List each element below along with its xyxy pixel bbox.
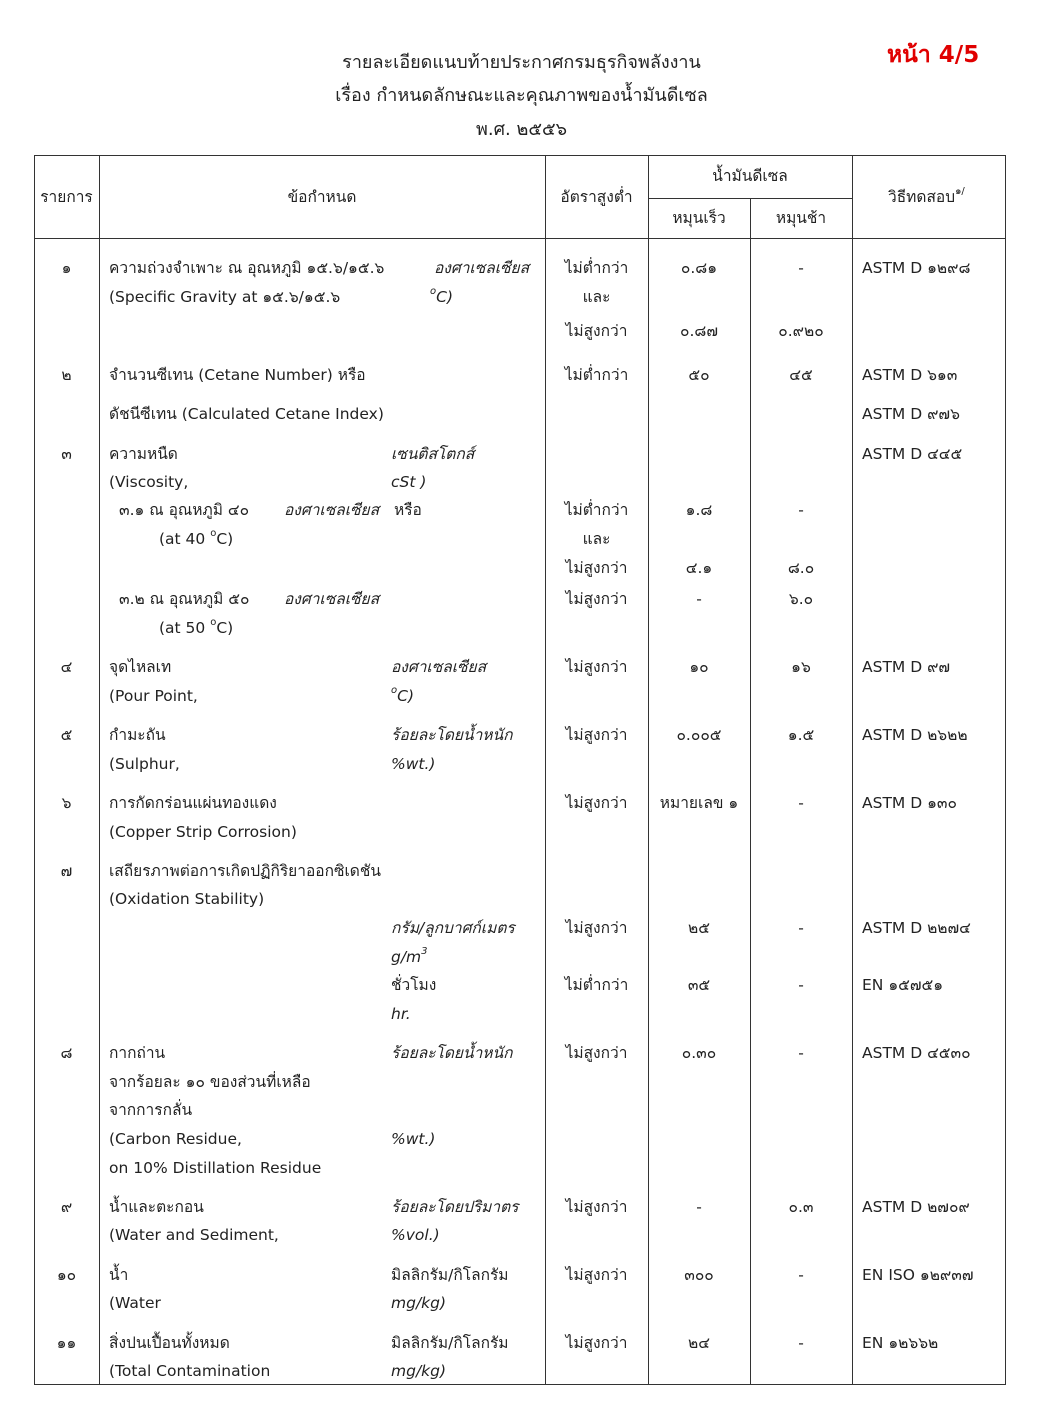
test-method: ASTM D ๒๗๐๙ <box>862 1198 970 1216</box>
spec-text: (Sulphur, <box>109 755 180 773</box>
row-number: ๑ <box>61 259 72 277</box>
row-number: ๑๑ <box>56 1334 77 1352</box>
fast-value: ๒๔ <box>688 1334 710 1352</box>
row-number: ๘ <box>60 1044 73 1062</box>
slow-value: - <box>798 501 804 519</box>
rate-text: ไม่สูงกว่า <box>565 559 628 577</box>
slow-value: - <box>798 259 804 277</box>
unit-text: cSt ) <box>391 473 427 491</box>
degree-sup: o <box>391 685 398 696</box>
unit-text: %wt.) <box>391 1130 436 1148</box>
unit-text: ร้อยละโดยปริมาตร <box>391 1198 519 1216</box>
slow-value: ๔๕ <box>789 366 813 384</box>
fast-value: หมายเลข ๑ <box>659 794 739 812</box>
spec-text: จุดไหลเท <box>109 658 172 676</box>
unit-text: %vol.) <box>391 1226 440 1244</box>
spec-text: กากถ่าน <box>109 1044 166 1062</box>
spec-text: การกัดกร่อนแผ่นทองแดง <box>109 794 277 812</box>
grid-line <box>34 238 1006 239</box>
unit-text: เซนติสโตกส์ <box>391 445 475 463</box>
unit-text: hr. <box>391 1005 411 1023</box>
slow-value: - <box>798 1334 804 1352</box>
unit-text: องศาเซลเซียส <box>391 658 487 676</box>
unit-end: C) <box>436 288 453 306</box>
spec-text: ความหนืด <box>109 445 178 463</box>
test-method: EN ๑๒๖๖๒ <box>862 1334 939 1352</box>
spec-text: สิ่งปนเปื้อนทั้งหมด <box>109 1334 230 1352</box>
degree-sup: o <box>430 286 437 297</box>
test-method: ASTM D ๙๗๖ <box>862 405 960 423</box>
slow-value: - <box>798 794 804 812</box>
unit-end: C) <box>216 619 234 637</box>
fast-value: ๔.๑ <box>685 559 713 577</box>
unit-text: มิลลิกรัม/กิโลกรัม <box>391 1266 509 1284</box>
method-footnote: ๑/ <box>955 186 965 197</box>
slow-value: ๐.๙๒๐ <box>778 322 824 340</box>
fast-value: ๐.๓๐ <box>681 1044 717 1062</box>
fast-value: ๐.๐๐๕ <box>676 726 722 744</box>
test-method: ASTM D ๑๒๙๘ <box>862 259 971 277</box>
spec-text: (Carbon Residue, <box>109 1130 242 1148</box>
col-header-method <box>888 188 965 209</box>
degree-sup: o <box>210 617 217 628</box>
sub-spec-en: (at 50 <box>159 619 206 637</box>
spec-text: (Pour Point, <box>109 687 198 705</box>
rate-text: ไม่สูงกว่า <box>565 590 628 608</box>
test-method: ASTM D ๔๕๓๐ <box>862 1044 971 1062</box>
unit-text: มิลลิกรัม/กิโลกรัม <box>391 1334 509 1352</box>
spec-text: (Water <box>109 1294 161 1312</box>
slow-value: - <box>798 1266 804 1284</box>
spec-text: น้ำ <box>109 1266 129 1284</box>
unit-text <box>391 948 428 969</box>
rate-text: ไม่สูงกว่า <box>565 919 628 937</box>
fast-value: ๑.๘ <box>685 501 713 519</box>
unit-end: C) <box>397 687 414 705</box>
sub-spec-text: ๓.๒ ณ อุณหภูมิ ๕๐ <box>119 590 250 608</box>
row-number: ๖ <box>61 794 72 812</box>
sub-spec-text <box>159 530 233 551</box>
row-number: ๔ <box>60 658 73 676</box>
unit-text: mg/kg) <box>391 1294 447 1312</box>
slow-value: ๘.๐ <box>787 559 815 577</box>
unit-text <box>430 288 453 309</box>
spec-text: ดัชนีซีเทน (Calculated Cetane Index) <box>109 405 384 423</box>
rate-text: ไม่ต่ำกว่า <box>564 501 629 519</box>
spec-text: (Copper Strip Corrosion) <box>109 823 297 841</box>
slow-value: - <box>798 1044 804 1062</box>
test-method: EN ISO ๑๒๙๓๗ <box>862 1266 974 1284</box>
rate-text: ไม่ต่ำกว่า <box>564 259 629 277</box>
test-method: ASTM D ๒๖๒๒ <box>862 726 968 744</box>
grid-line <box>99 155 100 1385</box>
rate-text: ไม่สูงกว่า <box>565 1266 628 1284</box>
spec-text: จากการกลั่น <box>109 1101 193 1119</box>
col-header-rate: อัตราสูงต่ำ <box>560 188 633 206</box>
unit-end: C) <box>216 530 234 548</box>
spec-text: (Water and Sediment, <box>109 1226 279 1244</box>
rate-text: ไม่สูงกว่า <box>565 1198 628 1216</box>
or-text: หรือ <box>394 501 422 519</box>
col-header-fast: หมุนเร็ว <box>672 209 726 227</box>
fast-value: ๓๐๐ <box>684 1266 714 1284</box>
fast-value: ๒๕ <box>688 919 710 937</box>
unit-text: องศาเซลเซียส <box>284 590 380 608</box>
rate-text: ไม่สูงกว่า <box>565 658 628 676</box>
test-method: ASTM D ๑๓๐ <box>862 794 957 812</box>
slow-value: - <box>798 919 804 937</box>
sub-spec-text <box>159 619 233 640</box>
grid-line <box>648 198 852 199</box>
test-method: ASTM D ๙๗ <box>862 658 951 676</box>
unit-text <box>391 687 414 708</box>
slow-value: ๑๖ <box>791 658 811 676</box>
header-line-1: รายละเอียดแนบท้ายประกาศกรมธุรกิจพลังงาน <box>342 52 701 73</box>
unit-text: องศาเซลเซียส <box>434 259 530 277</box>
col-header-slow: หมุนช้า <box>775 209 827 227</box>
slow-value: ๐.๓ <box>788 1198 814 1216</box>
spec-text: น้ำและตะกอน <box>109 1198 204 1216</box>
spec-text: กำมะถัน <box>109 726 166 744</box>
fast-value: ๑๐ <box>689 658 709 676</box>
rate-text: ไม่ต่ำกว่า <box>564 976 629 994</box>
unit-text: ร้อยละโดยน้ำหนัก <box>391 726 513 744</box>
header-line-2: เรื่อง กำหนดลักษณะและคุณภาพของน้ำมันดีเซล <box>335 85 708 106</box>
fast-value: - <box>696 590 702 608</box>
page-number: หน้า 4/5 <box>887 42 980 68</box>
rate-text: และ <box>582 288 611 306</box>
method-label: วิธีทดสอบ <box>888 188 956 206</box>
spec-text: จำนวนซีเทน (Cetane Number) หรือ <box>109 366 366 384</box>
fast-value: ๐.๘๑ <box>680 259 718 277</box>
degree-sup: o <box>210 528 217 539</box>
row-number: ๓ <box>61 445 72 463</box>
row-number: ๒ <box>61 366 72 384</box>
rate-text: และ <box>582 530 611 548</box>
sub-spec-en: (at 40 <box>159 530 206 548</box>
row-number: ๗ <box>60 862 73 880</box>
row-number: ๕ <box>60 726 73 744</box>
rate-text: ไม่สูงกว่า <box>565 1334 628 1352</box>
sub-spec-text: ๓.๑ ณ อุณหภูมิ ๔๐ <box>119 501 250 519</box>
rate-text: ไม่สูงกว่า <box>565 726 628 744</box>
slow-value: ๑.๕ <box>787 726 815 744</box>
unit-text: %wt.) <box>391 755 436 773</box>
fast-value: ๐.๘๗ <box>679 322 718 340</box>
spec-text: ความถ่วงจำเพาะ ณ อุณหภูมิ ๑๕.๖/๑๕.๖ <box>109 259 385 277</box>
fast-value: - <box>696 1198 702 1216</box>
fast-value: ๓๕ <box>687 976 711 994</box>
header-line-3: พ.ศ. ๒๕๕๖ <box>476 119 567 140</box>
rate-text: ไม่สูงกว่า <box>565 794 628 812</box>
rate-text: ไม่ต่ำกว่า <box>564 366 629 384</box>
col-header-spec: ข้อกำหนด <box>287 188 357 206</box>
unit-text: องศาเซลเซียส <box>284 501 380 519</box>
rate-text: ไม่สูงกว่า <box>565 1044 628 1062</box>
test-method: ASTM D ๔๔๕ <box>862 445 963 463</box>
test-method: EN ๑๕๗๕๑ <box>862 976 944 994</box>
test-method: ASTM D ๖๑๓ <box>862 366 958 384</box>
unit-text: ชั่วโมง <box>391 976 437 994</box>
unit-text: ร้อยละโดยน้ำหนัก <box>391 1044 513 1062</box>
row-number: ๙ <box>60 1198 73 1216</box>
spec-text: on 10% Distillation Residue <box>109 1159 322 1177</box>
unit-en: g/m <box>391 948 422 966</box>
spec-text: (Specific Gravity at ๑๕.๖/๑๕.๖ <box>109 288 341 306</box>
slow-value: - <box>798 976 804 994</box>
fast-value: ๕๐ <box>688 366 710 384</box>
spec-text: (Viscosity, <box>109 473 189 491</box>
grid-line <box>852 155 853 1385</box>
spec-text: (Total Contamination <box>109 1362 271 1380</box>
spec-text: (Oxidation Stability) <box>109 890 265 908</box>
row-number: ๑๐ <box>56 1266 77 1284</box>
test-method: ASTM D ๒๒๗๔ <box>862 919 971 937</box>
col-header-item: รายการ <box>40 188 93 206</box>
cubic-sup: 3 <box>421 946 428 957</box>
slow-value: ๖.๐ <box>788 590 814 608</box>
unit-text: mg/kg) <box>391 1362 447 1380</box>
rate-text: ไม่สูงกว่า <box>565 322 628 340</box>
col-header-diesel: น้ำมันดีเซล <box>712 167 788 185</box>
spec-text: จากร้อยละ ๑๐ ของส่วนที่เหลือ <box>109 1073 311 1091</box>
spec-text: เสถียรภาพต่อการเกิดปฏิกิริยาออกซิเดชัน <box>109 862 381 880</box>
unit-text: กรัม/ลูกบาศก์เมตร <box>391 919 515 937</box>
